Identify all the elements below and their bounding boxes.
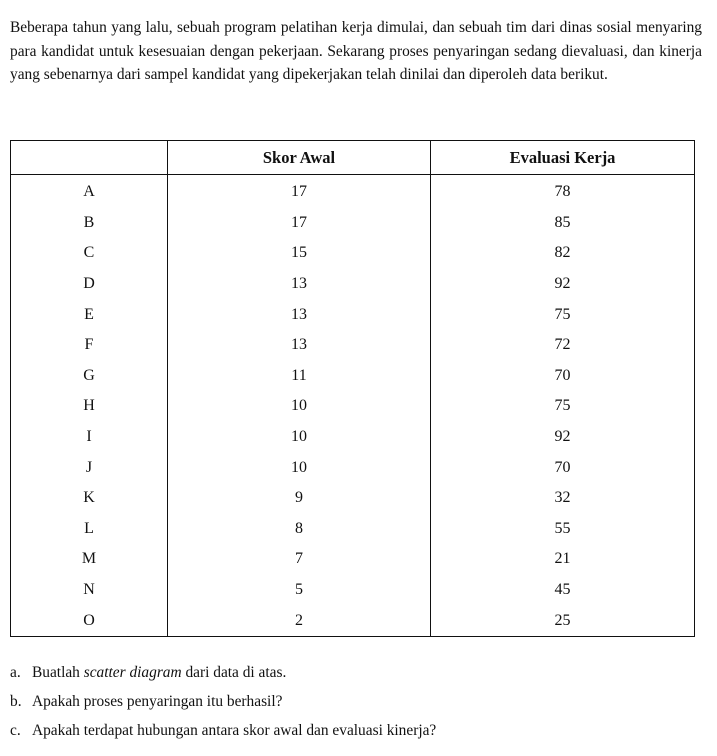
table-row bbox=[11, 605, 695, 636]
row-label: L bbox=[11, 514, 168, 545]
skor-awal-cell: 2 bbox=[168, 605, 431, 636]
evaluasi-kerja-cell: 55 bbox=[431, 514, 695, 545]
table-row bbox=[11, 452, 695, 483]
skor-awal-cell: 9 bbox=[168, 483, 431, 514]
question-text bbox=[32, 664, 286, 681]
table-row bbox=[11, 238, 695, 269]
row-label: I bbox=[11, 422, 168, 453]
skor-awal-cell: 5 bbox=[168, 575, 431, 606]
question-text bbox=[32, 693, 282, 710]
evaluasi-kerja-cell: 78 bbox=[431, 175, 695, 208]
row-label: M bbox=[11, 544, 168, 575]
row-label: J bbox=[11, 452, 168, 483]
header-skor-awal: Skor Awal bbox=[168, 141, 431, 175]
evaluasi-kerja-cell: 70 bbox=[431, 361, 695, 392]
table-row bbox=[11, 422, 695, 453]
skor-awal-cell: 13 bbox=[168, 330, 431, 361]
evaluasi-kerja-cell: 75 bbox=[431, 299, 695, 330]
table-row bbox=[11, 575, 695, 606]
question-letter: b. bbox=[10, 693, 22, 710]
skor-awal-cell: 13 bbox=[168, 269, 431, 300]
evaluasi-kerja-cell: 70 bbox=[431, 452, 695, 483]
row-label: G bbox=[11, 361, 168, 392]
row-label: H bbox=[11, 391, 168, 422]
evaluasi-kerja-cell: 85 bbox=[431, 208, 695, 239]
table-row bbox=[11, 361, 695, 392]
evaluasi-kerja-cell: 92 bbox=[431, 422, 695, 453]
table-row bbox=[11, 269, 695, 300]
table-body bbox=[11, 175, 695, 637]
row-label: A bbox=[11, 175, 168, 208]
row-label: B bbox=[11, 208, 168, 239]
evaluasi-kerja-cell: 32 bbox=[431, 483, 695, 514]
row-label: N bbox=[11, 575, 168, 606]
skor-awal-cell: 8 bbox=[168, 514, 431, 545]
question-text-part: Apakah proses penyaringan itu berhasil? bbox=[32, 693, 283, 710]
skor-awal-cell: 15 bbox=[168, 238, 431, 269]
question-text-part: Apakah terdapat hubungan antara skor awal dan evaluasi kinerja? bbox=[32, 722, 437, 739]
header-label bbox=[11, 141, 168, 175]
table-row bbox=[11, 514, 695, 545]
skor-awal-cell: 10 bbox=[168, 452, 431, 483]
question-letter: a. bbox=[10, 664, 21, 681]
table-row bbox=[11, 299, 695, 330]
question-letter: c. bbox=[10, 722, 21, 739]
row-label: F bbox=[11, 330, 168, 361]
skor-awal-cell: 17 bbox=[168, 208, 431, 239]
row-label: O bbox=[11, 605, 168, 636]
table-row bbox=[11, 544, 695, 575]
skor-awal-cell: 10 bbox=[168, 422, 431, 453]
intro-paragraph: Beberapa tahun yang lalu, sebuah program pelatihan kerja dimulai, dan sebuah tim dari dinas sosial menyaring para kandidat untuk kesesuaian dengan pekerjaan. Sekarang proses penyaringan sedang dievaluasi, dan kinerja yang sebenarnya dari sampel kandidat yang dipekerjakan telah dinilai dan diperoleh data berikut. bbox=[10, 19, 702, 84]
question-text-part: Buatlah bbox=[32, 664, 84, 681]
header-evaluasi-kerja: Evaluasi Kerja bbox=[431, 141, 695, 175]
table-row bbox=[11, 330, 695, 361]
skor-awal-cell: 7 bbox=[168, 544, 431, 575]
evaluasi-kerja-cell: 21 bbox=[431, 544, 695, 575]
row-label: D bbox=[11, 269, 168, 300]
table-row bbox=[11, 208, 695, 239]
table-row bbox=[11, 175, 695, 208]
evaluasi-kerja-cell: 45 bbox=[431, 575, 695, 606]
skor-awal-cell: 10 bbox=[168, 391, 431, 422]
evaluasi-kerja-cell: 82 bbox=[431, 238, 695, 269]
row-label: K bbox=[11, 483, 168, 514]
question-item bbox=[10, 687, 436, 716]
question-item bbox=[10, 658, 436, 687]
row-label: E bbox=[11, 299, 168, 330]
skor-awal-cell: 11 bbox=[168, 361, 431, 392]
table-row bbox=[11, 391, 695, 422]
data-table bbox=[10, 140, 695, 637]
evaluasi-kerja-cell: 72 bbox=[431, 330, 695, 361]
skor-awal-cell: 13 bbox=[168, 299, 431, 330]
evaluasi-kerja-cell: 75 bbox=[431, 391, 695, 422]
evaluasi-kerja-cell: 92 bbox=[431, 269, 695, 300]
evaluasi-kerja-cell: 25 bbox=[431, 605, 695, 636]
header-row bbox=[11, 141, 695, 175]
question-item bbox=[10, 716, 436, 745]
question-list bbox=[10, 658, 436, 745]
row-label: C bbox=[11, 238, 168, 269]
question-emphasis: scatter diagram bbox=[83, 664, 182, 681]
question-text-part: dari data di atas. bbox=[181, 664, 287, 681]
skor-awal-cell: 17 bbox=[168, 175, 431, 208]
question-text bbox=[32, 722, 436, 739]
table-row bbox=[11, 483, 695, 514]
